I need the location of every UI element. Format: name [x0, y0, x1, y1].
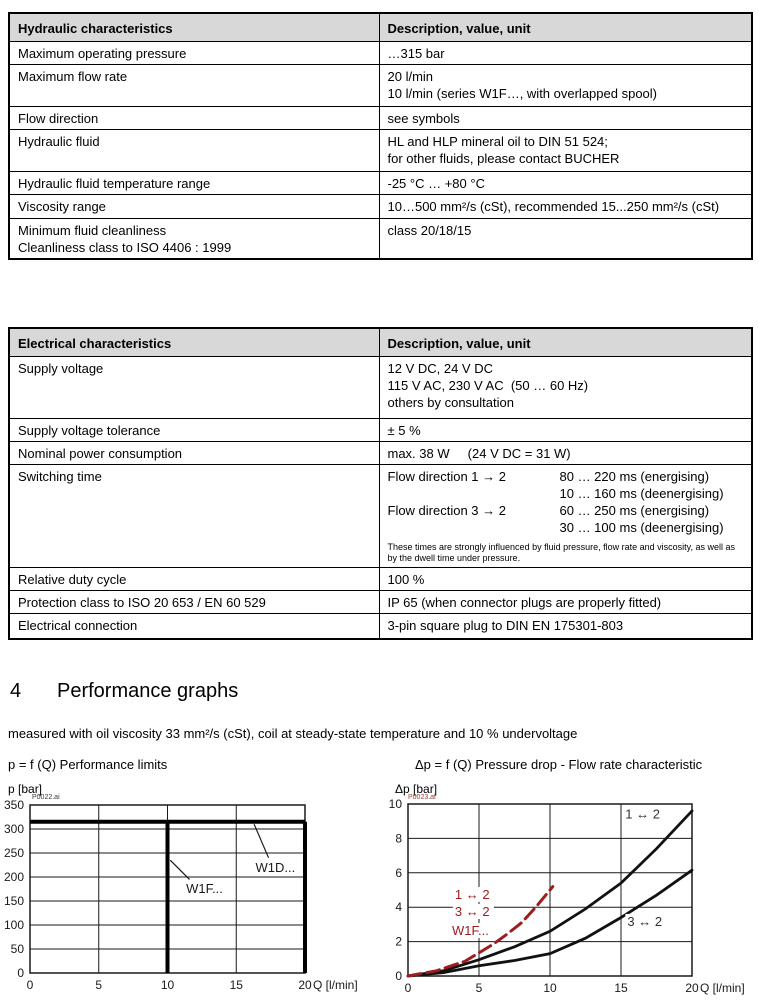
- spec-label-cell: [9, 418, 379, 441]
- svg-text:10: 10: [160, 978, 175, 992]
- switching-time-value: 30 … 100 ms (deenergising): [559, 519, 724, 535]
- table-row: [9, 194, 752, 218]
- spec-label-cell: [9, 129, 379, 171]
- table-row: [9, 356, 752, 418]
- hydraulic-value-header: Description, value, unit: [379, 13, 752, 41]
- spec-value-line: -25 °C … +80 °C: [387, 175, 485, 191]
- svg-text:200: 200: [3, 870, 24, 884]
- spec-value-cell: [379, 218, 752, 259]
- svg-text:150: 150: [3, 894, 24, 908]
- svg-text:0: 0: [26, 978, 34, 992]
- svg-text:Q [l/min]: Q [l/min]: [700, 981, 745, 995]
- spec-value-line: 115 V AC, 230 V AC (50 … 60 Hz): [387, 377, 589, 393]
- svg-text:1 ↔ 2: 1 ↔ 2: [625, 806, 660, 822]
- spec-value-line: IP 65 (when connector plugs are properly fitted): [387, 594, 662, 610]
- spec-value-cell: [379, 613, 752, 639]
- switching-time-value: 10 … 160 ms (deenergising): [559, 485, 724, 501]
- switching-direction: Flow direction 3 → 2: [387, 502, 506, 518]
- figure-file-label: P0022.ai: [32, 794, 60, 801]
- spec-label-line: Relative duty cycle: [18, 571, 127, 587]
- svg-text:350: 350: [3, 798, 24, 812]
- spec-label-cell: [9, 567, 379, 590]
- spec-value-line: max. 38 W (24 V DC = 31 W): [387, 445, 571, 461]
- electrical-table: [8, 327, 753, 640]
- spec-value-line: HL and HLP mineral oil to DIN 51 524;: [387, 133, 608, 149]
- spec-value-cell: [379, 41, 752, 64]
- spec-value-cell: [379, 106, 752, 129]
- pressure-drop-chart: [389, 779, 759, 1005]
- switching-note: These times are strongly influenced by fluid pressure, flow rate and viscosity, as well as by the dwell time under pressure.: [387, 541, 735, 563]
- performance-limits-chart: [5, 779, 377, 1005]
- switching-time-value: 60 … 250 ms (energising): [559, 502, 710, 518]
- spec-value-cell: [379, 590, 752, 613]
- svg-text:1 ↔ 2: 1 ↔ 2: [454, 886, 490, 902]
- table-header-row: [9, 13, 752, 41]
- spec-label-line: Viscosity range: [18, 198, 106, 214]
- spec-value-line: 12 V DC, 24 V DC: [387, 360, 493, 376]
- table-row: [9, 129, 752, 171]
- svg-text:2: 2: [395, 934, 402, 949]
- spec-label-line: Flow direction: [18, 110, 99, 126]
- table-row: [9, 64, 752, 106]
- spec-label-cell: [9, 41, 379, 64]
- electrical-table-title: Electrical characteristics: [9, 328, 379, 356]
- spec-value-cell: [379, 194, 752, 218]
- svg-text:3 ↔ 2: 3 ↔ 2: [627, 913, 663, 929]
- svg-text:10: 10: [543, 981, 557, 995]
- spec-label-line: Supply voltage: [18, 360, 104, 376]
- switching-direction: [388, 485, 560, 502]
- spec-value-line: for other fluids, please contact BUCHER: [387, 150, 620, 166]
- hydraulic-table-title: Hydraulic characteristics: [9, 13, 379, 41]
- svg-text:6: 6: [395, 865, 402, 880]
- electrical-value-header: Description, value, unit: [379, 328, 752, 356]
- figure-file-label: P0023.ai: [408, 794, 436, 801]
- spec-label-line: Switching time: [18, 468, 102, 484]
- svg-text:0: 0: [404, 981, 412, 995]
- spec-label-cell: [9, 106, 379, 129]
- svg-text:8: 8: [395, 831, 402, 846]
- svg-text:20: 20: [298, 978, 312, 992]
- spec-value-line: class 20/18/15: [387, 222, 472, 238]
- svg-text:300: 300: [3, 822, 24, 836]
- svg-text:5: 5: [95, 978, 103, 992]
- spec-label-line: Maximum operating pressure: [18, 45, 187, 61]
- chart-caption-performance-limits: p = f (Q) Performance limits: [8, 757, 168, 772]
- spec-label-cell: [9, 171, 379, 194]
- spec-label-line: Nominal power consumption: [18, 445, 183, 461]
- svg-text:50: 50: [10, 942, 24, 956]
- spec-label-cell: [9, 464, 379, 567]
- spec-label-cell: [9, 218, 379, 259]
- spec-value-line: 10…500 mm²/s (cSt), recommended 15...250 mm²/s (cSt): [387, 198, 720, 214]
- spec-label-cell: [9, 356, 379, 418]
- svg-text:10: 10: [388, 797, 402, 811]
- svg-text:W1F...: W1F...: [452, 923, 489, 939]
- spec-value-line: …315 bar: [387, 45, 445, 61]
- spec-label-line: Electrical connection: [18, 617, 138, 633]
- chart-caption-pressure-drop: Δp = f (Q) Pressure drop - Flow rate characteristic: [415, 757, 703, 772]
- table-row: [9, 218, 752, 259]
- table-row: [9, 590, 752, 613]
- spec-value-cell: [379, 356, 752, 418]
- spec-value-cell: [379, 441, 752, 464]
- svg-text:250: 250: [3, 846, 24, 860]
- svg-text:15: 15: [229, 978, 243, 992]
- svg-text:0: 0: [17, 966, 24, 980]
- svg-text:0: 0: [395, 969, 402, 983]
- table-row: [9, 567, 752, 590]
- spec-label-cell: [9, 590, 379, 613]
- table-row: [9, 464, 752, 567]
- svg-text:Q [l/min]: Q [l/min]: [313, 978, 358, 992]
- pressure-drop-plot: [389, 779, 759, 1005]
- svg-text:15: 15: [614, 981, 628, 995]
- svg-text:4: 4: [395, 900, 402, 915]
- svg-text:20: 20: [685, 981, 699, 995]
- spec-label-cell: [9, 64, 379, 106]
- spec-label-line: Supply voltage tolerance: [18, 422, 161, 438]
- section-number: 4: [10, 680, 22, 702]
- spec-label-cell: [9, 613, 379, 639]
- spec-value-line: others by consultation: [387, 394, 514, 410]
- spec-value-cell: [379, 64, 752, 106]
- table-row: [9, 41, 752, 64]
- y-axis-label: Δp [bar]: [395, 782, 438, 796]
- spec-value-cell: [379, 418, 752, 441]
- switching-direction: [388, 519, 560, 536]
- spec-label-line: Protection class to ISO 20 653 / EN 60 529: [18, 594, 266, 610]
- table-row: [9, 106, 752, 129]
- spec-value-line: see symbols: [387, 110, 460, 126]
- spec-value-line: 3-pin square plug to DIN EN 175301-803: [387, 617, 624, 633]
- spec-label-cell: [9, 194, 379, 218]
- performance-limits-plot: [5, 779, 377, 1005]
- spec-value-line: 10 l/min (series W1F…, with overlapped spool): [387, 85, 657, 101]
- svg-text:W1F...: W1F...: [186, 880, 223, 896]
- switching-time-grid: [388, 468, 744, 536]
- table-header-row: [9, 328, 752, 356]
- spec-label-line: Hydraulic fluid temperature range: [18, 175, 211, 191]
- switching-time-cell: [379, 464, 752, 567]
- y-axis-label: p [bar]: [8, 782, 43, 796]
- spec-label-line: Maximum flow rate: [18, 68, 128, 84]
- svg-text:W1D...: W1D...: [255, 860, 296, 876]
- section-title: Performance graphs: [57, 680, 239, 702]
- spec-label-cell: [9, 441, 379, 464]
- spec-value-line: 100 %: [387, 571, 425, 587]
- spec-value-cell: [379, 129, 752, 171]
- table-row: [9, 418, 752, 441]
- switching-direction: Flow direction 1 → 2: [387, 468, 506, 484]
- switching-time-value: 80 … 220 ms (energising): [559, 468, 710, 484]
- hydraulic-table: [8, 12, 753, 260]
- table-row: [9, 613, 752, 639]
- spec-value-cell: [379, 567, 752, 590]
- svg-text:100: 100: [3, 918, 24, 932]
- table-row: [9, 441, 752, 464]
- spec-label-line: Minimum fluid cleanliness: [18, 222, 167, 238]
- measurement-conditions-note: measured with oil viscosity 33 mm²/s (cSt), coil at steady-state temperature and 10 % undervoltage: [8, 726, 578, 741]
- svg-text:3 ↔ 2: 3 ↔ 2: [454, 903, 490, 919]
- spec-label-line: Cleanliness class to ISO 4406 : 1999: [18, 239, 232, 255]
- spec-value-line: 20 l/min: [387, 68, 434, 84]
- spec-value-line: ± 5 %: [387, 422, 421, 438]
- spec-label-line: Hydraulic fluid: [18, 133, 100, 149]
- spec-value-cell: [379, 171, 752, 194]
- table-row: [9, 171, 752, 194]
- section-heading: [10, 679, 238, 703]
- svg-text:5: 5: [475, 981, 483, 995]
